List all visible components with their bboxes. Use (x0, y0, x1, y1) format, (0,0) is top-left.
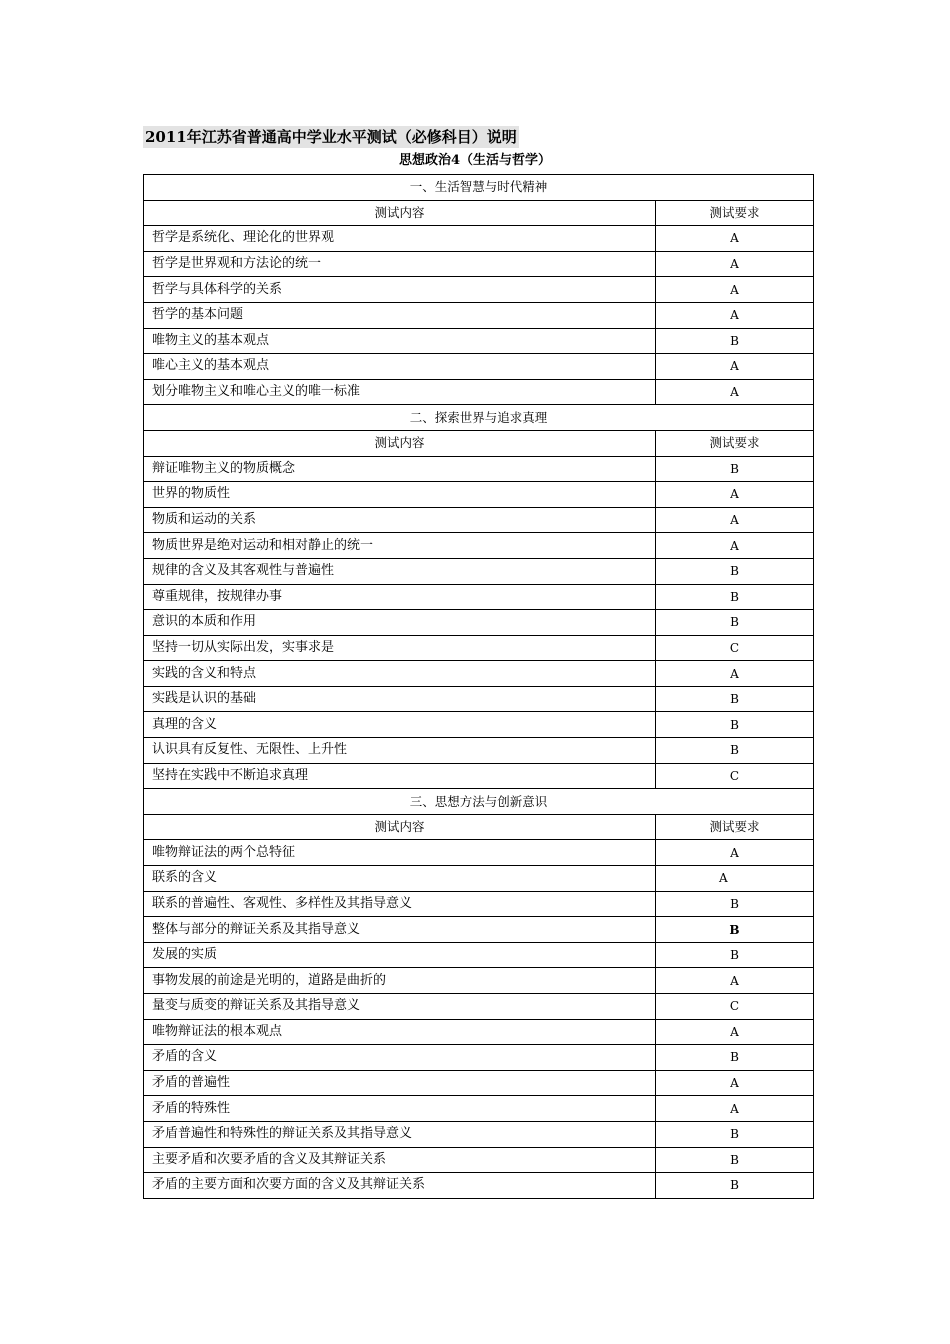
test-content: 唯物辩证法的两个总特征 (144, 840, 656, 866)
test-level: B (656, 610, 814, 636)
test-content: 实践是认识的基础 (144, 686, 656, 712)
test-content: 联系的含义 (144, 866, 656, 892)
section-heading-row (144, 175, 814, 201)
section-heading: 三、思想方法与创新意识 (144, 789, 814, 815)
table-row (144, 1147, 814, 1173)
table-row (144, 354, 814, 380)
test-content: 矛盾的特殊性 (144, 1096, 656, 1122)
column-header-level: 测试要求 (656, 814, 814, 840)
test-content: 规律的含义及其客观性与普遍性 (144, 558, 656, 584)
test-level: B (656, 1173, 814, 1199)
test-level: B (656, 558, 814, 584)
test-level: A (656, 1019, 814, 1045)
test-content: 辩证唯物主义的物质概念 (144, 456, 656, 482)
table-row (144, 277, 814, 303)
column-header-row (144, 200, 814, 226)
table-row (144, 1019, 814, 1045)
test-level: A (656, 226, 814, 252)
test-level: A (656, 1096, 814, 1122)
test-level: B (656, 456, 814, 482)
test-content: 坚持一切从实际出发，实事求是 (144, 635, 656, 661)
test-content: 尊重规律，按规律办事 (144, 584, 656, 610)
test-level: A (656, 661, 814, 687)
table-row (144, 686, 814, 712)
table-row (144, 635, 814, 661)
table-row (144, 661, 814, 687)
column-header-content: 测试内容 (144, 814, 656, 840)
table-row (144, 1045, 814, 1071)
test-level: B (656, 584, 814, 610)
test-content: 哲学是系统化、理论化的世界观 (144, 226, 656, 252)
table-row (144, 1121, 814, 1147)
column-header-content: 测试内容 (144, 430, 656, 456)
table-row (144, 610, 814, 636)
test-level: A (656, 533, 814, 559)
test-content: 矛盾的含义 (144, 1045, 656, 1071)
test-content: 真理的含义 (144, 712, 656, 738)
table-row (144, 558, 814, 584)
test-content: 物质世界是绝对运动和相对静止的统一 (144, 533, 656, 559)
test-content: 唯物主义的基本观点 (144, 328, 656, 354)
test-content: 哲学的基本问题 (144, 302, 656, 328)
table-row (144, 1173, 814, 1199)
table-row (144, 507, 814, 533)
test-content: 物质和运动的关系 (144, 507, 656, 533)
test-level: A (656, 251, 814, 277)
test-content: 认识具有反复性、无限性、上升性 (144, 738, 656, 764)
test-level: A (656, 1070, 814, 1096)
table-row (144, 302, 814, 328)
table-row (144, 482, 814, 508)
test-level: C (656, 635, 814, 661)
test-content: 坚持在实践中不断追求真理 (144, 763, 656, 789)
table-row (144, 226, 814, 252)
test-content: 联系的普遍性、客观性、多样性及其指导意义 (144, 891, 656, 917)
test-level: A (656, 968, 814, 994)
section-heading: 二、探索世界与追求真理 (144, 405, 814, 431)
table-row (144, 840, 814, 866)
document-subtitle: 思想政治4（生活与哲学） (398, 153, 552, 168)
test-level: B (656, 891, 814, 917)
table-row (144, 379, 814, 405)
column-header-level: 测试要求 (656, 200, 814, 226)
test-content: 哲学是世界观和方法论的统一 (144, 251, 656, 277)
test-level: B (656, 686, 814, 712)
test-content: 划分唯物主义和唯心主义的唯一标准 (144, 379, 656, 405)
column-header-content: 测试内容 (144, 200, 656, 226)
test-level: B (656, 1121, 814, 1147)
table-row (144, 942, 814, 968)
test-content: 量变与质变的辩证关系及其指导意义 (144, 994, 656, 1020)
table-row (144, 917, 814, 943)
test-level: B (656, 1147, 814, 1173)
requirements-table (143, 174, 814, 1199)
table-row (144, 994, 814, 1020)
test-level: A (656, 482, 814, 508)
column-header-level: 测试要求 (656, 430, 814, 456)
test-level: A (656, 379, 814, 405)
column-header-row (144, 814, 814, 840)
test-level: A (656, 840, 814, 866)
test-content: 整体与部分的辩证关系及其指导意义 (144, 917, 656, 943)
test-level: B (656, 738, 814, 764)
test-level: A (656, 302, 814, 328)
test-level: A (656, 277, 814, 303)
table-row (144, 866, 814, 892)
test-level: B (656, 917, 814, 943)
table-row (144, 328, 814, 354)
test-content: 矛盾普遍性和特殊性的辩证关系及其指导意义 (144, 1121, 656, 1147)
section-heading: 一、生活智慧与时代精神 (144, 175, 814, 201)
test-level: B (656, 942, 814, 968)
table-row (144, 251, 814, 277)
table-row (144, 1096, 814, 1122)
test-content: 矛盾的主要方面和次要方面的含义及其辩证关系 (144, 1173, 656, 1199)
test-content: 意识的本质和作用 (144, 610, 656, 636)
table-row (144, 533, 814, 559)
table-row (144, 456, 814, 482)
test-content: 唯物辩证法的根本观点 (144, 1019, 656, 1045)
test-content: 矛盾的普遍性 (144, 1070, 656, 1096)
test-level: C (656, 763, 814, 789)
table-row (144, 1070, 814, 1096)
table-row (144, 738, 814, 764)
test-content: 主要矛盾和次要矛盾的含义及其辩证关系 (144, 1147, 656, 1173)
test-level: C (656, 994, 814, 1020)
test-level: A (656, 866, 814, 892)
test-level: A (656, 507, 814, 533)
test-level: B (656, 328, 814, 354)
document-title: 2011年江苏省普通高中学业水平测试（必修科目）说明 (145, 128, 517, 146)
section-heading-row (144, 405, 814, 431)
test-content: 发展的实质 (144, 942, 656, 968)
test-content: 哲学与具体科学的关系 (144, 277, 656, 303)
table-row (144, 891, 814, 917)
table-row (144, 968, 814, 994)
test-content: 事物发展的前途是光明的，道路是曲折的 (144, 968, 656, 994)
table-row (144, 763, 814, 789)
test-content: 实践的含义和特点 (144, 661, 656, 687)
test-content: 唯心主义的基本观点 (144, 354, 656, 380)
table-row (144, 712, 814, 738)
section-heading-row (144, 789, 814, 815)
test-content: 世界的物质性 (144, 482, 656, 508)
test-level: B (656, 1045, 814, 1071)
test-level: B (656, 712, 814, 738)
test-level: A (656, 354, 814, 380)
table-row (144, 584, 814, 610)
column-header-row (144, 430, 814, 456)
